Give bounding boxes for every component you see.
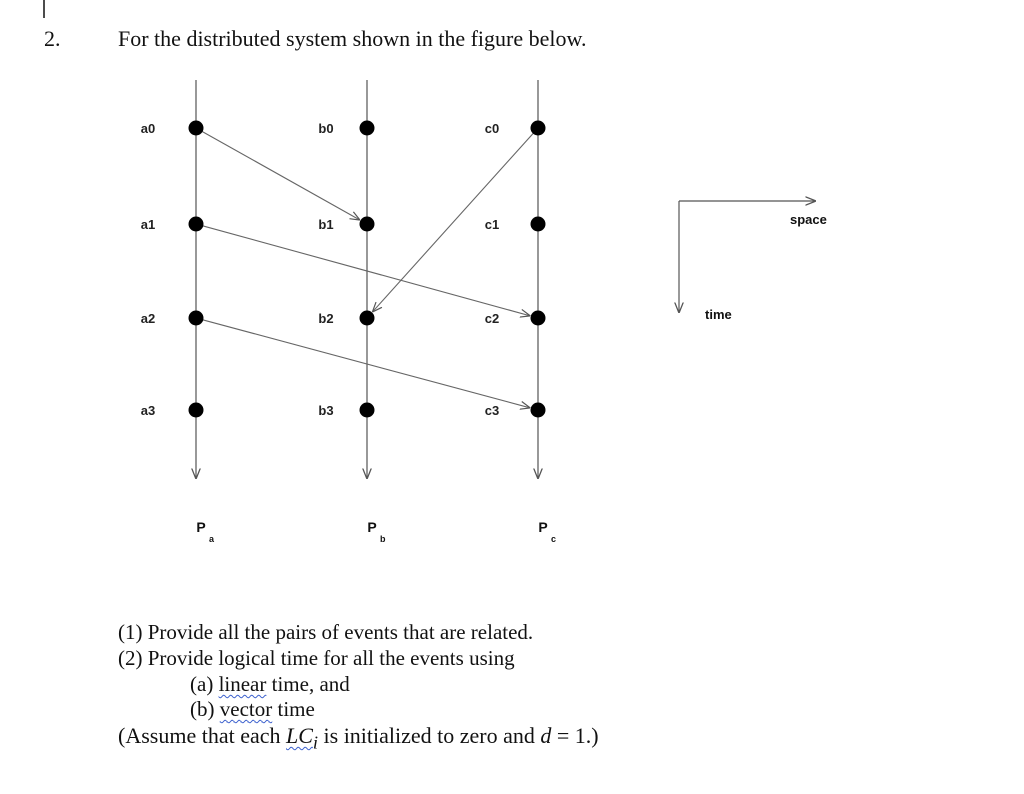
- process-label-b: P: [367, 519, 377, 535]
- note-sub: i: [312, 732, 319, 753]
- event-label-c2: c2: [484, 311, 500, 326]
- q2a-prefix: (a): [190, 672, 219, 696]
- event-dot-b1: [360, 217, 375, 232]
- event-dot-a0: [189, 121, 204, 136]
- message-c0-b2: [373, 131, 535, 311]
- event-label-a2: a2: [140, 311, 156, 326]
- event-label-b1: b1: [318, 217, 334, 232]
- time-axis-label: time: [705, 307, 732, 322]
- q2b-suffix: time: [272, 697, 315, 721]
- event-label-a1: a1: [140, 217, 156, 232]
- question-number: 2.: [44, 26, 61, 51]
- event-dot-a2: [189, 311, 204, 326]
- event-dot-b2: [360, 311, 375, 326]
- question-part-1: (1) Provide all the pairs of events that are related.: [118, 620, 534, 644]
- question-part-2: (2) Provide logical time for all the events using: [118, 646, 515, 670]
- question-part-2b: [190, 697, 315, 722]
- event-label-c0: c0: [484, 121, 500, 136]
- message-a1-c2: [200, 225, 529, 316]
- q2b-prefix: (b): [190, 697, 220, 721]
- event-dot-c2: [531, 311, 546, 326]
- process-sub-a: a: [209, 534, 215, 544]
- process-label-a: P: [196, 519, 206, 535]
- q2b-term: vector: [219, 697, 273, 721]
- message-a0-b1: [199, 130, 359, 220]
- space-axis-label: space: [790, 212, 827, 227]
- event-dot-c0: [531, 121, 546, 136]
- event-label-a0: a0: [140, 121, 156, 136]
- event-label-b3: b3: [318, 403, 334, 418]
- event-label-c3: c3: [484, 403, 500, 418]
- note-var: LC: [286, 723, 313, 748]
- note-after: = 1.): [551, 723, 599, 748]
- process-sub-c: c: [551, 534, 557, 544]
- event-label-b2: b2: [318, 311, 334, 326]
- message-a2-c3: [200, 319, 529, 408]
- event-dot-a3: [189, 403, 204, 418]
- process-sub-b: b: [380, 534, 386, 544]
- question-title: For the distributed system shown in the figure below.: [118, 26, 587, 51]
- process-label-c: P: [538, 519, 548, 535]
- assumption-note: [118, 723, 599, 753]
- note-variable: [286, 723, 319, 753]
- event-label-c1: c1: [484, 217, 500, 232]
- event-label-a3: a3: [140, 403, 156, 418]
- event-dot-c1: [531, 217, 546, 232]
- event-label-b0: b0: [318, 121, 334, 136]
- note-d: d: [540, 723, 552, 748]
- event-dot-c3: [531, 403, 546, 418]
- q2a-suffix: time, and: [266, 672, 350, 696]
- event-dot-b0: [360, 121, 375, 136]
- note-before: (Assume that each: [118, 723, 286, 748]
- note-middle: is initialized to zero and: [318, 723, 541, 748]
- question-part-2a: [190, 672, 350, 697]
- q2a-term: linear: [218, 672, 267, 696]
- event-dot-a1: [189, 217, 204, 232]
- event-dot-b3: [360, 403, 375, 418]
- axis-indicator: [679, 201, 827, 322]
